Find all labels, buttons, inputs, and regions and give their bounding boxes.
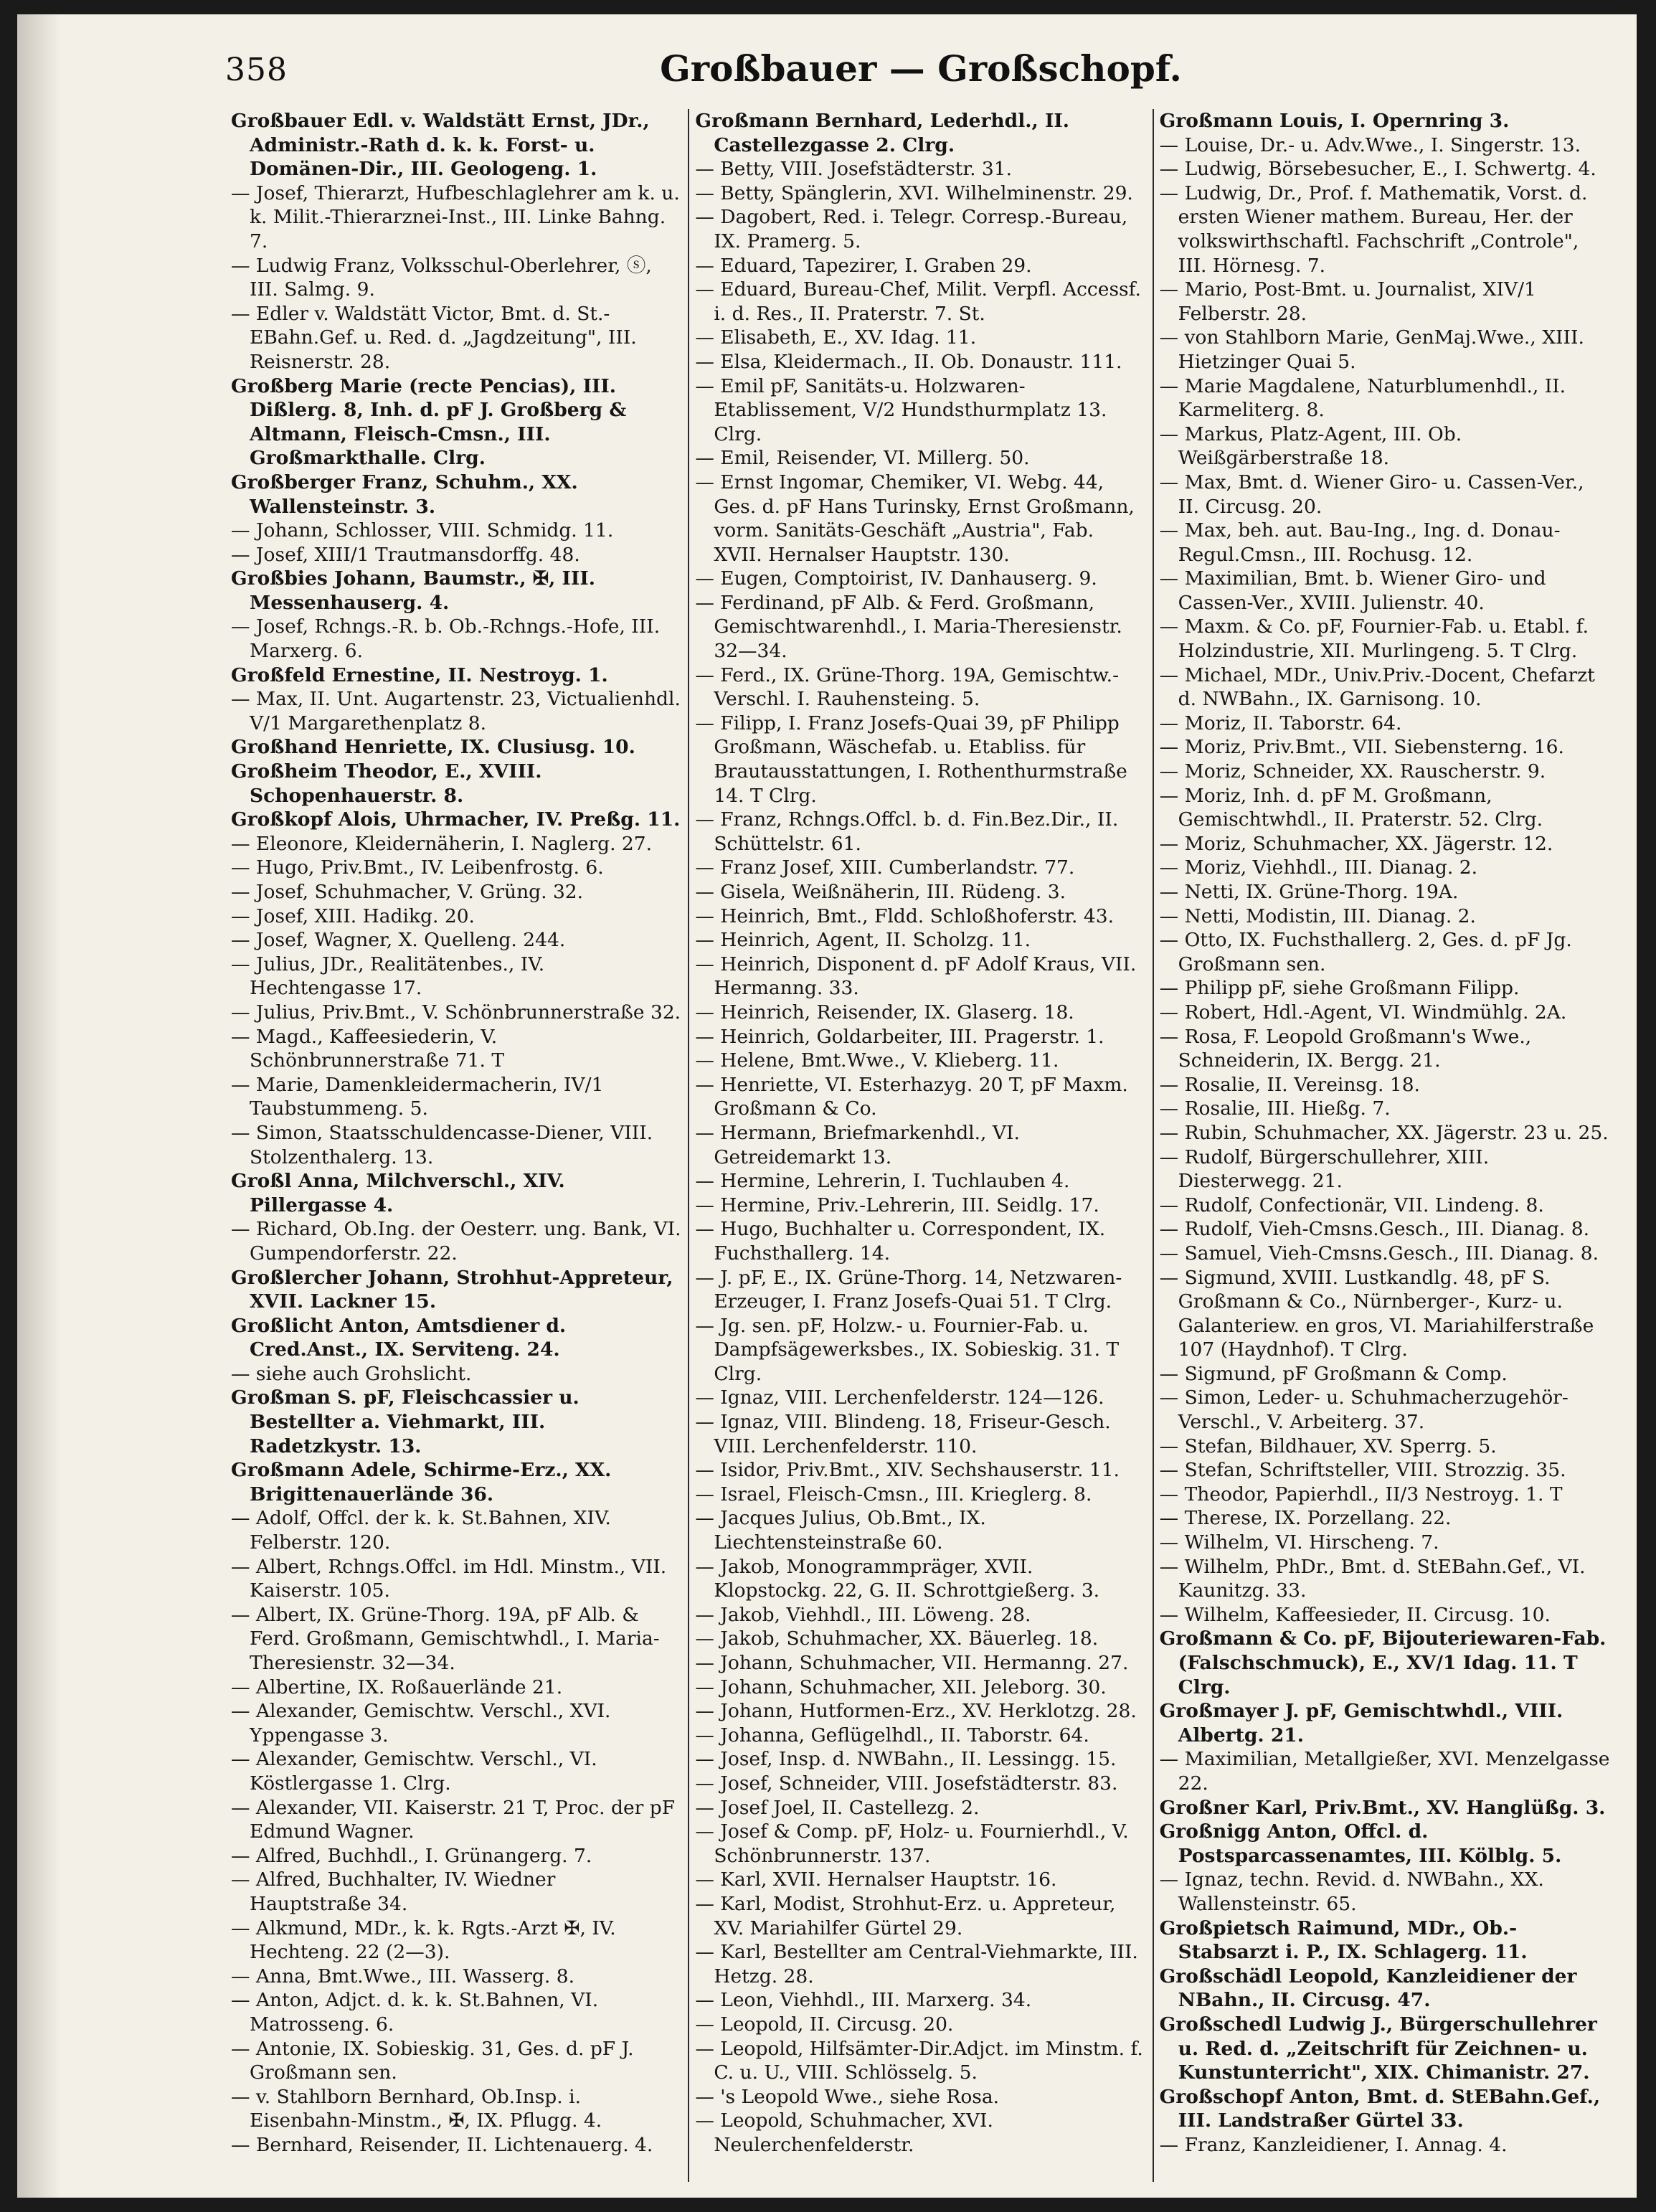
directory-entry: — Leopold, II. Circusg. 20. <box>695 2013 954 2036</box>
directory-entry: — Josef, XIII/1 Trautmansdorffg. 48. <box>231 543 580 566</box>
directory-entry: — Betty, Spänglerin, XVI. Wilhelminenstr. 29. <box>695 181 1133 204</box>
directory-entry: — Rosalie, III. Hießg. 7. <box>1159 1097 1391 1120</box>
directory-entry: — Ludwig, Börsebesucher, E., I. Schwertg. 4. <box>1159 158 1596 181</box>
directory-entry: — Eduard, Bureau-Chef, Milit. Verpfl. Accessf. i. d. Res., II. Praterstr. 7. St. <box>695 278 1148 325</box>
directory-entry: — Stefan, Schriftsteller, VIII. Strozzig. 35. <box>1159 1459 1566 1482</box>
directory-entry: — Filipp, I. Franz Josefs-Quai 39, pF Philipp Großmann, Wäschefab. u. Etabliss. für Brautausstattungen, I. Rothenthurmstraße 14. T Clrg. <box>695 712 1134 807</box>
directory-entry: Großmayer J. pF, Gemischtwhdl., VIII. Albertg. 21. <box>1159 1700 1570 1747</box>
directory-entry: Großberg Marie (recte Pencias), III. Dißlerg. 8, Inh. d. pF J. Großberg & Altmann, Fleisch-Cmsn., III. Großmarkthalle. Clrg. <box>231 374 633 470</box>
directory-entry: Großmann Bernhard, Lederhdl., II. Castellezgasse 2. Clrg. <box>695 110 1077 156</box>
directory-entry: — Julius, Priv.Bmt., V. Schönbrunnerstraße 32. <box>231 1001 681 1024</box>
directory-entry: — Alexander, VII. Kaiserstr. 21 T, Proc. der pF Edmund Wagner. <box>231 1796 681 1843</box>
directory-entry: — Johann, Schuhmacher, VII. Hermanng. 27. <box>695 1652 1129 1674</box>
directory-entry: Großner Karl, Priv.Bmt., XV. Hanglüßg. 3. <box>1159 1796 1606 1819</box>
directory-entry: — Anton, Adjct. d. k. k. St.Bahnen, VI. Matrosseng. 6. <box>231 1989 605 2036</box>
directory-entry: — Edler v. Waldstätt Victor, Bmt. d. St.-EBahn.Gef. u. Red. d. „Jagdzeitung", III. Reisnerstr. 28. <box>231 302 643 373</box>
directory-entry: — Eleonore, Kleidernäherin, I. Naglerg. 27. <box>231 832 653 855</box>
page-number: 358 <box>225 52 288 88</box>
directory-entry: — Heinrich, Disponent d. pF Adolf Kraus, VII. Hermanng. 33. <box>695 953 1142 1000</box>
directory-entry: — Louise, Dr.- u. Adv.Wwe., I. Singerstr. 13. <box>1159 133 1581 156</box>
directory-entry: — Josef, Wagner, X. Quelleng. 244. <box>231 929 566 952</box>
directory-entry: — Anna, Bmt.Wwe., III. Wasserg. 8. <box>231 1965 575 1988</box>
directory-entry: — Sigmund, pF Großmann & Comp. <box>1159 1362 1508 1385</box>
directory-entry: — Therese, IX. Porzellang. 22. <box>1159 1507 1452 1530</box>
directory-entry: — Rubin, Schuhmacher, XX. Jägerstr. 23 u. 25. <box>1159 1121 1609 1144</box>
directory-entry: Großmann Louis, I. Opernring 3. <box>1159 110 1510 132</box>
directory-entry: Großman S. pF, Fleischcassier u. Bestellter a. Viehmarkt, III. Radetzkystr. 13. <box>231 1386 586 1457</box>
directory-entry: — Jakob, Schuhmacher, XX. Bäuerleg. 18. <box>695 1627 1099 1650</box>
directory-entry: — Josef, Schneider, VIII. Josefstädterstr. 83. <box>695 1772 1118 1795</box>
directory-entry: — Netti, IX. Grüne-Thorg. 19A. <box>1159 881 1459 903</box>
directory-entry: — Josef Joel, II. Castellezg. 2. <box>695 1796 980 1819</box>
directory-entry: — 's Leopold Wwe., siehe Rosa. <box>695 2085 1000 2108</box>
directory-entry: Großpietsch Raimund, MDr., Ob.-Stabsarzt i. P., IX. Schlagerg. 11. <box>1159 1916 1528 1964</box>
directory-entry: — Josef & Comp. pF, Holz- u. Fournierhdl., V. Schönbrunnerstr. 137. <box>695 1820 1135 1867</box>
directory-entry: — Henriette, VI. Esterhazyg. 20 T, pF Maxm. Großmann & Co. <box>695 1073 1135 1120</box>
directory-entry: — Stefan, Bildhauer, XV. Sperrg. 5. <box>1159 1435 1497 1457</box>
directory-entry: — Richard, Ob.Ing. der Oesterr. ung. Bank, VI. Gumpendorferstr. 22. <box>231 1218 688 1265</box>
directory-entry: — Moriz, Schuhmacher, XX. Jägerstr. 12. <box>1159 832 1553 855</box>
directory-entry: — Markus, Platz-Agent, III. Ob. Weißgärberstraße 18. <box>1159 422 1468 470</box>
directory-entry: — Johann, Hutformen-Erz., XV. Herklotzg. 28. <box>695 1700 1137 1723</box>
directory-page <box>17 14 1637 2198</box>
page-header <box>225 44 1617 102</box>
directory-entry: — Antonie, IX. Sobieskig. 31, Ges. d. pF J. Großmann sen. <box>231 2037 640 2084</box>
directory-entry: — Max, II. Unt. Augartenstr. 23, Victualienhdl. V/1 Margarethenplatz 8. <box>231 688 687 734</box>
directory-entry: Großfeld Ernestine, II. Nestroyg. 1. <box>231 663 608 686</box>
directory-entry: — Josef, Thierarzt, Hufbeschlaglehrer am k. u. k. Milit.-Thierarznei-Inst., III. Linke Bahng. 7. <box>231 181 686 252</box>
directory-entry: — Jacques Julius, Ob.Bmt., IX. Liechtensteinstraße 60. <box>695 1507 993 1554</box>
directory-entry: — Josef, XIII. Hadikg. 20. <box>231 904 475 927</box>
directory-entry: — Philipp pF, siehe Großmann Filipp. <box>1159 977 1520 1000</box>
directory-entry: — Ignaz, VIII. Lerchenfelderstr. 124—126. <box>695 1386 1104 1409</box>
directory-entry: — Bernhard, Reisender, II. Lichtenauerg. 4. <box>231 2133 653 2156</box>
directory-entry: — Hermine, Priv.-Lehrerin, III. Seidlg. 17. <box>695 1194 1099 1216</box>
directory-entry: — Dagobert, Red. i. Telegr. Corresp.-Bureau, IX. Pramerg. 5. <box>695 206 1134 252</box>
directory-entry: — Eduard, Tapezirer, I. Graben 29. <box>695 254 1032 277</box>
directory-entry: — Mario, Post-Bmt. u. Journalist, XIV/1 Felberstr. 28. <box>1159 278 1543 325</box>
directory-entry: — Ernst Ingomar, Chemiker, VI. Webg. 44, Ges. d. pF Hans Turinsky, Ernst Großmann, vorm. Sanitäts-Geschäft „Austria", Fab. XVII. Hernalser Hauptstr. 130. <box>695 471 1141 566</box>
directory-entry: — Albert, IX. Grüne-Thorg. 19A, pF Alb. & Ferd. Großmann, Gemischtwhdl., I. Maria-Theresienstr. 32—34. <box>231 1603 660 1674</box>
directory-entry: Großschedl Ludwig J., Bürgerschullehrer u. Red. d. „Zeitschrift für Zeichnen- u. Kunstunterricht", XIX. Chimanistr. 27. <box>1159 2013 1604 2084</box>
directory-entry: — Ignaz, VIII. Blindeng. 18, Friseur-Gesch. VIII. Lerchenfelderstr. 110. <box>695 1411 1117 1457</box>
directory-entry: — Otto, IX. Fuchsthallerg. 2, Ges. d. pF Jg. Großmann sen. <box>1159 929 1579 975</box>
directory-entry: — Simon, Leder- u. Schuhmacherzugehör-Verschl., V. Arbeiterg. 37. <box>1159 1386 1569 1434</box>
directory-entry: — Alexander, Gemischtw. Verschl., VI. Köstlergasse 1. Clrg. <box>231 1748 604 1795</box>
directory-entry: — Maxm. & Co. pF, Fournier-Fab. u. Etabl. f. Holzindustrie, XII. Murlingeng. 5. T Clrg. <box>1159 615 1595 663</box>
directory-entry: — Ignaz, techn. Revid. d. NWBahn., XX. Wallensteinstr. 65. <box>1159 1868 1551 1915</box>
directory-entry: — Robert, Hdl.-Agent, VI. Windmühlg. 2A. <box>1159 1001 1567 1024</box>
directory-entry: — Rudolf, Confectionär, VII. Lindeng. 8. <box>1159 1194 1544 1216</box>
directory-entry: — Adolf, Offcl. der k. k. St.Bahnen, XIV. Felberstr. 120. <box>231 1507 618 1554</box>
directory-entry: — Ludwig, Dr., Prof. f. Mathematik, Vorst. d. ersten Wiener mathem. Bureau, Her. der volkswirthschaftl. Fachschrift „Controle", III. Hörnesg. 7. <box>1159 181 1594 277</box>
directory-entry: — Karl, XVII. Hernalser Hauptstr. 16. <box>695 1868 1057 1891</box>
directory-entry: — Jakob, Monogrammpräger, XVII. Klopstockg. 22, G. II. Schrottgießerg. 3. <box>695 1555 1100 1602</box>
directory-entry: — Rudolf, Vieh-Cmsns.Gesch., III. Dianag. 8. <box>1159 1218 1590 1241</box>
directory-entry: — Maximilian, Bmt. b. Wiener Giro- und Cassen-Ver., XVIII. Julienstr. 40. <box>1159 567 1553 614</box>
directory-entry: — von Stahlborn Marie, GenMaj.Wwe., XIII. Hietzinger Quai 5. <box>1159 326 1591 373</box>
directory-entry: — Alfred, Buchhdl., I. Grünangerg. 7. <box>231 1844 592 1867</box>
directory-entry: — Jakob, Viehhdl., III. Löweng. 28. <box>695 1603 1031 1626</box>
directory-entry: — Max, Bmt. d. Wiener Giro- u. Cassen-Ver., II. Circusg. 20. <box>1159 471 1591 518</box>
directory-entry: — Emil, Reisender, VI. Millerg. 50. <box>695 447 1030 470</box>
directory-entry: Großnigg Anton, Offcl. d. Postsparcassenamtes, III. Kölblg. 5. <box>1159 1820 1562 1867</box>
directory-entry: Großschopf Anton, Bmt. d. StEBahn.Gef., III. Landstraßer Gürtel 33. <box>1159 2085 1607 2132</box>
directory-entry: — Rosalie, II. Vereinsg. 18. <box>1159 1073 1420 1096</box>
directory-entry: Großbauer Edl. v. Waldstätt Ernst, JDr., Administr.-Rath d. k. k. Forst- u. Domänen-Dir., III. Geologeng. 1. <box>231 110 656 181</box>
directory-entry: Großheim Theodor, E., XVIII. Schopenhauerstr. 8. <box>231 760 549 807</box>
directory-entry: — Rosa, F. Leopold Großmann's Wwe., Schneiderin, IX. Bergg. 21. <box>1159 1025 1538 1072</box>
directory-entry: Großl Anna, Milchverschl., XIV. Pillergasse 4. <box>231 1170 572 1216</box>
directory-entry: — Alkmund, MDr., k. k. Rgts.-Arzt ✠, IV. Hechteng. 22 (2—3). <box>231 1916 623 1964</box>
directory-entry: — Johann, Schlosser, VIII. Schmidg. 11. <box>231 519 614 542</box>
directory-entry: — Elsa, Kleidermach., II. Ob. Donaustr. 111. <box>695 350 1122 373</box>
directory-columns <box>225 109 1617 2182</box>
directory-entry: — Moriz, Viehhdl., III. Dianag. 2. <box>1159 856 1478 879</box>
column-3 <box>1154 109 1617 2182</box>
directory-entry: — Max, beh. aut. Bau-Ing., Ing. d. Donau-Regul.Cmsn., III. Rochusg. 12. <box>1159 519 1561 566</box>
directory-entry: Großberger Franz, Schuhm., XX. Wallensteinstr. 3. <box>231 471 585 518</box>
column-2 <box>689 109 1152 2182</box>
directory-entry: — Moriz, II. Taborstr. 64. <box>1159 712 1402 734</box>
directory-entry: — Magd., Kaffeesiederin, V. Schönbrunnerstraße 71. T <box>231 1025 505 1072</box>
directory-entry: — Betty, VIII. Josefstädterstr. 31. <box>695 158 1013 181</box>
directory-entry: Großmann Adele, Schirme-Erz., XX. Brigittenauerlände 36. <box>231 1459 618 1506</box>
directory-entry: — Sigmund, XVIII. Lustkandlg. 48, pF S. Großmann & Co., Nürnberger-, Kurz- u. Galanteriew. en gros, VI. Mariahilferstraße 107 (Haydnhof). T Clrg. <box>1159 1266 1600 1361</box>
directory-entry: — Moriz, Inh. d. pF M. Großmann, Gemischtwhdl., II. Praterstr. 52. Clrg. <box>1159 784 1543 831</box>
directory-entry: — Moriz, Schneider, XX. Rauscherstr. 9. <box>1159 760 1546 783</box>
directory-entry: — Johanna, Geflügelhdl., II. Taborstr. 64. <box>695 1724 1089 1747</box>
directory-entry: — Wilhelm, VI. Hirscheng. 7. <box>1159 1531 1439 1554</box>
directory-entry: — Ludwig Franz, Volksschul-Oberlehrer, ⓢ, III. Salmg. 9. <box>231 254 658 301</box>
directory-entry: — Israel, Fleisch-Cmsn., III. Krieglerg. 8. <box>695 1483 1092 1506</box>
directory-entry: — Heinrich, Bmt., Fldd. Schloßhoferstr. 43. <box>695 904 1115 927</box>
directory-entry: — Albertine, IX. Roßauerlände 21. <box>231 1675 563 1698</box>
directory-entry: — Heinrich, Agent, II. Scholzg. 11. <box>695 929 1031 952</box>
directory-entry: Großmann & Co. pF, Bijouteriewaren-Fab. (Falschschmuck), E., XV/1 Idag. 11. T Clrg. <box>1159 1627 1613 1698</box>
directory-entry: Großlercher Johann, Strohhut-Appreteur, XVII. Lackner 15. <box>231 1266 680 1313</box>
directory-entry: — Isidor, Priv.Bmt., XIV. Sechshauserstr. 11. <box>695 1459 1120 1482</box>
directory-entry: — Franz Josef, XIII. Cumberlandstr. 77. <box>695 856 1075 879</box>
directory-entry: — Wilhelm, Kaffeesieder, II. Circusg. 10. <box>1159 1603 1551 1626</box>
directory-entry: Großkopf Alois, Uhrmacher, IV. Preßg. 11. <box>231 808 681 831</box>
directory-entry: — Ferd., IX. Grüne-Thorg. 19A, Gemischtw.-Verschl. I. Rauhensteing. 5. <box>695 663 1120 711</box>
directory-entry: — Maximilian, Metallgießer, XVI. Menzelgasse 22. <box>1159 1748 1616 1795</box>
page-gutter-shadow <box>17 14 60 2198</box>
directory-entry: — Heinrich, Goldarbeiter, III. Pragerstr. 1. <box>695 1025 1104 1048</box>
directory-entry: Großlicht Anton, Amtsdiener d. Cred.Anst., IX. Serviteng. 24. <box>231 1314 573 1361</box>
directory-entry: — v. Stahlborn Bernhard, Ob.Insp. i. Eisenbahn-Minstm., ✠, IX. Pflugg. 4. <box>231 2085 602 2132</box>
directory-entry: Großhand Henriette, IX. Clusiusg. 10. <box>231 736 635 759</box>
directory-entry: Großschädl Leopold, Kanzleidiener der NBahn., II. Circusg. 47. <box>1159 1965 1584 2012</box>
directory-entry: — J. pF, E., IX. Grüne-Thorg. 14, Netzwaren-Erzeuger, I. Franz Josefs-Quai 51. T Clrg. <box>695 1266 1122 1313</box>
directory-entry: — Theodor, Papierhdl., II/3 Nestroyg. 1. T <box>1159 1483 1563 1506</box>
directory-entry: — Samuel, Vieh-Cmsns.Gesch., III. Dianag. 8. <box>1159 1242 1599 1265</box>
directory-entry: — Marie, Damenkleidermacherin, IV/1 Taubstummeng. 5. <box>231 1073 610 1120</box>
directory-entry: — Wilhelm, PhDr., Bmt. d. StEBahn.Gef., VI. Kaunitzg. 33. <box>1159 1555 1592 1602</box>
running-head: Großbauer — Großschopf. <box>660 47 1182 90</box>
directory-entry: — Karl, Modist, Strohhut-Erz. u. Appreteur, XV. Mariahilfer Gürtel 29. <box>695 1892 1122 1939</box>
directory-entry: — Leopold, Hilfsämter-Dir.Adjct. im Minstm. f. C. u. U., VIII. Schlösselg. 5. <box>695 2037 1150 2084</box>
directory-entry: — Emil pF, Sanitäts-u. Holzwaren-Etablissement, V/2 Hundsthurmplatz 13. Clrg. <box>695 374 1113 445</box>
directory-entry: — Albert, Rchngs.Offcl. im Hdl. Minstm., VII. Kaiserstr. 105. <box>231 1555 673 1602</box>
directory-entry: — Heinrich, Reisender, IX. Glaserg. 18. <box>695 1001 1074 1024</box>
directory-entry: — Marie Magdalene, Naturblumenhdl., II. Karmeliterg. 8. <box>1159 374 1572 422</box>
directory-entry: — Rudolf, Bürgerschullehrer, XIII. Diesterwegg. 21. <box>1159 1145 1495 1193</box>
directory-entry: — Leopold, Schuhmacher, XVI. Neulerchenfelderstr. <box>695 2109 1000 2156</box>
directory-entry: — Ferdinand, pF Alb. & Ferd. Großmann, Gemischtwarenhdl., I. Maria-Theresienstr. 32—34. <box>695 591 1129 663</box>
directory-entry: — Hermann, Briefmarkenhdl., VI. Getreidemarkt 13. <box>695 1121 1026 1168</box>
directory-entry: — Elisabeth, E., XV. Idag. 11. <box>695 326 977 349</box>
column-1 <box>225 109 688 2182</box>
directory-entry: — siehe auch Grohslicht. <box>231 1362 472 1385</box>
directory-entry: — Moriz, Priv.Bmt., VII. Siebensterng. 16. <box>1159 736 1564 759</box>
directory-entry: — Helene, Bmt.Wwe., V. Klieberg. 11. <box>695 1049 1059 1072</box>
directory-entry: — Netti, Modistin, III. Dianag. 2. <box>1159 904 1476 927</box>
directory-entry: — Alexander, Gemischtw. Verschl., XVI. Yppengasse 3. <box>231 1700 617 1747</box>
directory-entry: Großbies Johann, Baumstr., ✠, III. Messenhauserg. 4. <box>231 567 602 614</box>
directory-entry: — Jg. sen. pF, Holzw.- u. Fournier-Fab. u. Dampfsägewerksbes., IX. Sobieskig. 31. T Clrg. <box>695 1314 1125 1385</box>
directory-entry: — Hermine, Lehrerin, I. Tuchlauben 4. <box>695 1170 1070 1193</box>
directory-entry: — Leon, Viehhdl., III. Marxerg. 34. <box>695 1989 1032 2012</box>
directory-entry: — Karl, Bestellter am Central-Viehmarkte, III. Hetzg. 28. <box>695 1941 1145 1988</box>
directory-entry: — Johann, Schuhmacher, XII. Jeleborg. 30. <box>695 1675 1107 1698</box>
directory-entry: — Josef, Rchngs.-R. b. Ob.-Rchngs.-Hofe, III. Marxerg. 6. <box>231 615 666 663</box>
directory-entry: — Josef, Schuhmacher, V. Grüng. 32. <box>231 881 584 903</box>
directory-entry: — Eugen, Comptoirist, IV. Danhauserg. 9. <box>695 567 1097 590</box>
directory-entry: — Franz, Rchngs.Offcl. b. d. Fin.Bez.Dir., II. Schüttelstr. 61. <box>695 808 1125 855</box>
directory-entry: — Simon, Staatsschuldencasse-Diener, VIII. Stolzenthalerg. 13. <box>231 1121 659 1168</box>
directory-entry: — Franz, Kanzleidiener, I. Annag. 4. <box>1159 2133 1508 2156</box>
directory-entry: — Julius, JDr., Realitätenbes., IV. Hechtengasse 17. <box>231 953 551 1000</box>
directory-entry: — Hugo, Priv.Bmt., IV. Leibenfrostg. 6. <box>231 856 604 879</box>
directory-entry: — Gisela, Weißnäherin, III. Rüdeng. 3. <box>695 881 1066 903</box>
directory-entry: — Hugo, Buchhalter u. Correspondent, IX. Fuchsthallerg. 14. <box>695 1218 1112 1265</box>
directory-entry: — Alfred, Buchhalter, IV. Wiedner Hauptstraße 34. <box>231 1868 562 1915</box>
directory-entry: — Michael, MDr., Univ.Priv.-Docent, Chefarzt d. NWBahn., IX. Garnisong. 10. <box>1159 663 1601 711</box>
directory-entry: — Josef, Insp. d. NWBahn., II. Lessingg. 15. <box>695 1748 1117 1771</box>
